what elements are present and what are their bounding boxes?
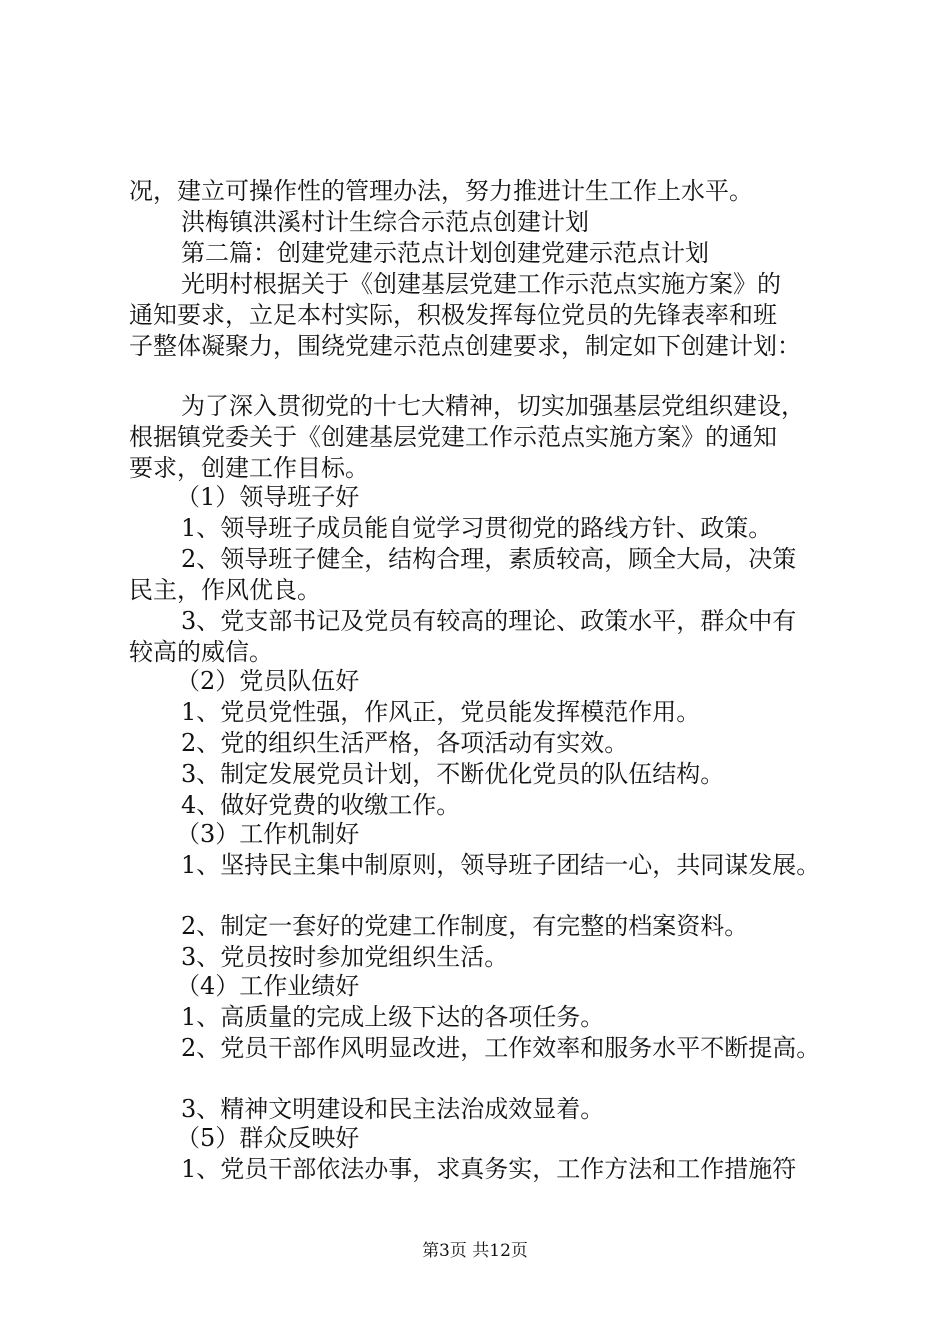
body-text-line: 光明村根据关于《创建基层党建工作示范点实施方案》的 [181,270,781,298]
body-text-line: 4、做好党费的收缴工作。 [181,791,461,819]
body-text-line: 1、坚持民主集中制原则，领导班子团结一心，共同谋发展。 [181,851,821,879]
body-text-line: 1、党员党性强，作风正，党员能发挥模范作用。 [181,698,701,726]
body-text-line: 3、党员按时参加党组织生活。 [181,943,509,971]
body-text-line: 洪梅镇洪溪村计生综合示范点创建计划 [181,208,589,236]
body-text-line: 况，建立可操作性的管理办法，努力推进计生工作上水平。 [129,177,753,205]
body-text-line: 3、制定发展党员计划，不断优化党员的队伍结构。 [181,760,725,788]
body-text-line: 为了深入贯彻党的十七大精神，切实加强基层党组织建设， [181,392,805,420]
body-text-line: 根据镇党委关于《创建基层党建工作示范点实施方案》的通知 [129,423,777,451]
body-text-line: 子整体凝聚力，围绕党建示范点创建要求，制定如下创建计划： [129,332,801,360]
body-text-line: 2、党员干部作风明显改进，工作效率和服务水平不断提高。 [181,1034,821,1062]
page-number-footer: 第3页 共12页 [422,1241,528,1261]
body-text-line: 1、高质量的完成上级下达的各项任务。 [181,1003,605,1031]
subsection-heading: （3）工作机制好 [176,820,360,848]
section-heading: 第二篇：创建党建示范点计划创建党建示范点计划 [181,239,709,267]
body-text-line: 3、精神文明建设和民主法治成效显着。 [181,1095,605,1123]
body-text-line: 2、制定一套好的党建工作制度，有完整的档案资料。 [181,912,749,940]
body-text-line: 2、领导班子健全，结构合理，素质较高，顾全大局，决策 [181,545,797,573]
body-text-line: 1、领导班子成员能自觉学习贯彻党的路线方针、政策。 [181,514,773,542]
subsection-heading: （2）党员队伍好 [176,667,360,695]
body-text-line: 要求，创建工作目标。 [129,454,369,482]
body-text-line: 3、党支部书记及党员有较高的理论、政策水平，群众中有 [181,607,797,635]
body-text-line: 较高的威信。 [129,638,273,666]
subsection-heading: （5）群众反映好 [176,1124,360,1152]
body-text-line: 通知要求，立足本村实际，积极发挥每位党员的先锋表率和班 [129,301,777,329]
body-text-line: 2、党的组织生活严格，各项活动有实效。 [181,729,629,757]
subsection-heading: （4）工作业绩好 [176,972,360,1000]
body-text-line: 民主，作风优良。 [129,576,321,604]
subsection-heading: （1）领导班子好 [176,483,360,511]
body-text-line: 1、党员干部依法办事，求真务实，工作方法和工作措施符 [181,1155,797,1183]
